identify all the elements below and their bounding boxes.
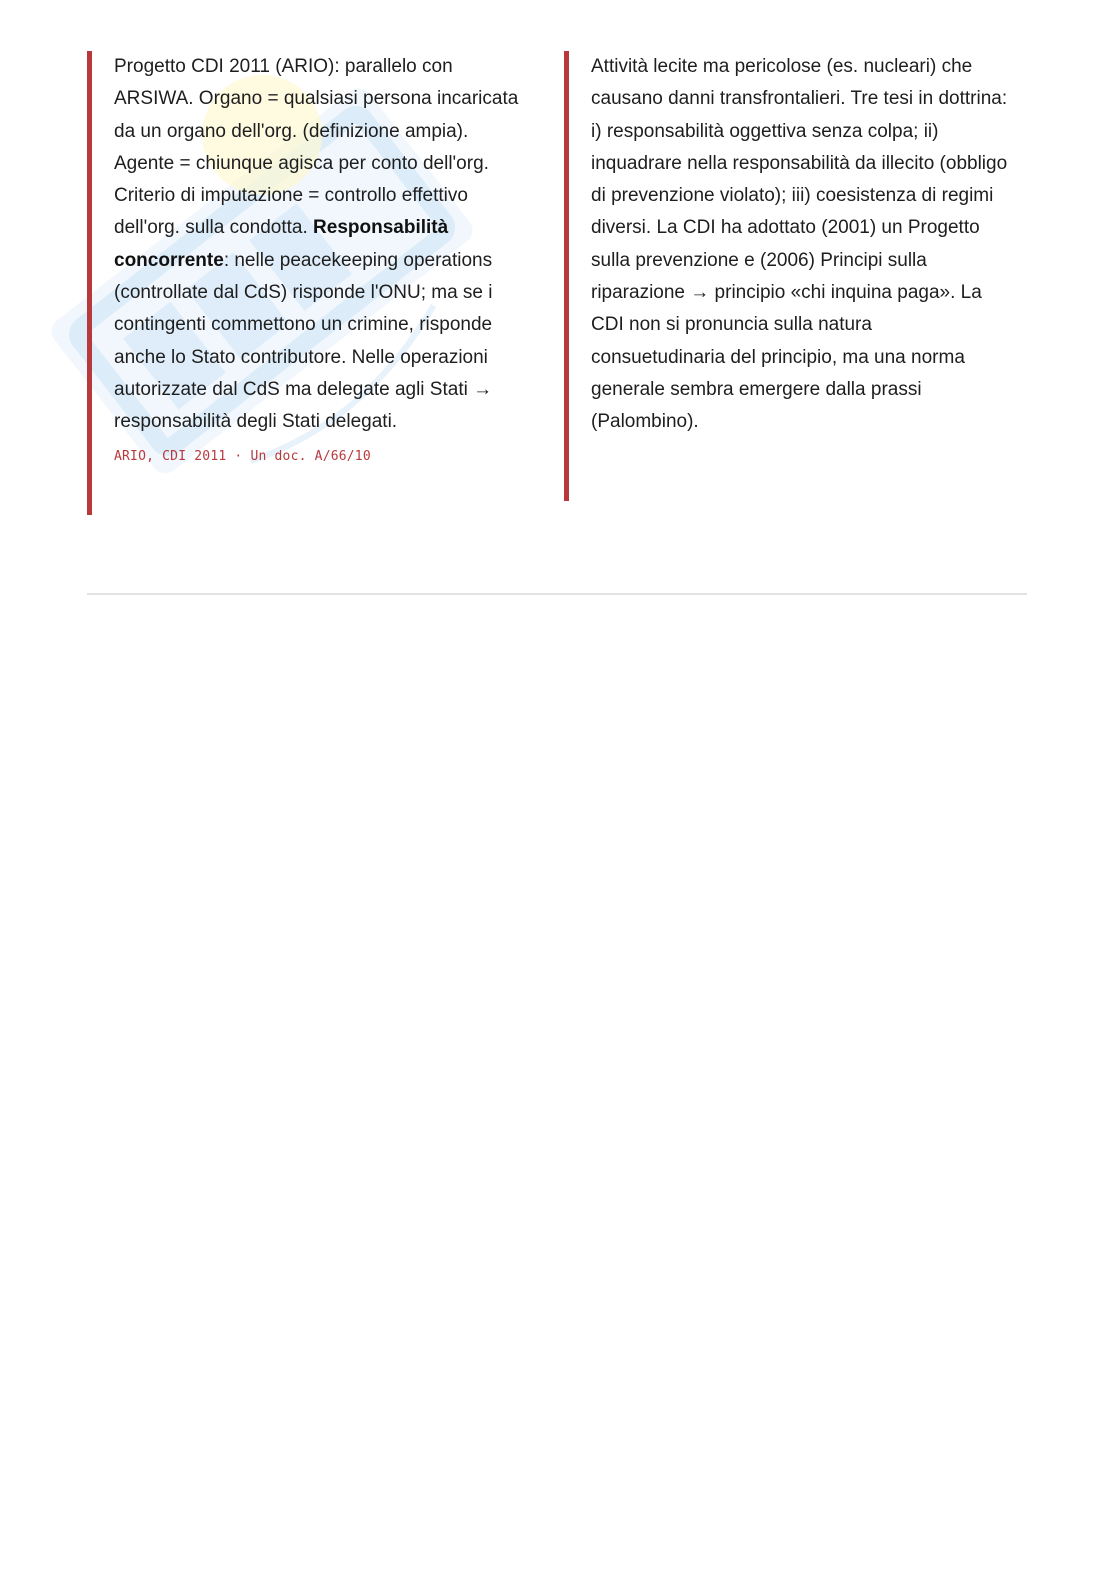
two-column-notes (87, 51, 1027, 521)
left-note-paragraph-2: : nelle peacekeeping operations (controllate dal CdS) risponde l'ONU; ma se i contingenti commettono un crimine, risponde anche lo Stato contributore. Nelle operazioni autorizzate dal CdS ma delegate agli Stati → responsabilità degli Stati delegati. (114, 249, 493, 433)
right-note-text: Attività lecite ma pericolose (es. nucleari) che causano danni transfrontalieri. Tre tesi in dottrina: i) responsabilità oggettiva senza colpa; ii) inquadrare nella responsabilità da illecito (obbligo di prevenzione violato); iii) coesistenza di regimi diversi. La CDI ha adottato (2001) un Progetto sulla prevenzione e (2006) Principi sulla riparazione → principio «chi inquina paga». La CDI non si pronuncia sulla natura consuetudinaria del principio, ma una norma generale sembra emergere dalla prassi (Palombino). (591, 56, 1008, 433)
left-note-text (114, 51, 527, 439)
left-note-paragraph-1: Progetto CDI 2011 (ARIO): parallelo con ARSIWA. Organo = qualsiasi persona incaricata da un organo dell'org. (definizione ampia). Agente = chiunque agisca per conto dell'org. Criterio di imputazione = controllo effettivo dell'org. sulla condotta. (114, 56, 519, 239)
left-note-bold-term: Responsabilità concorrente (114, 217, 449, 271)
right-note-block (564, 51, 1009, 501)
left-note-source: ARIO, CDI 2011 · Un doc. A/66/10 (114, 448, 371, 464)
section-divider (87, 593, 1027, 595)
left-note-block (87, 51, 527, 515)
